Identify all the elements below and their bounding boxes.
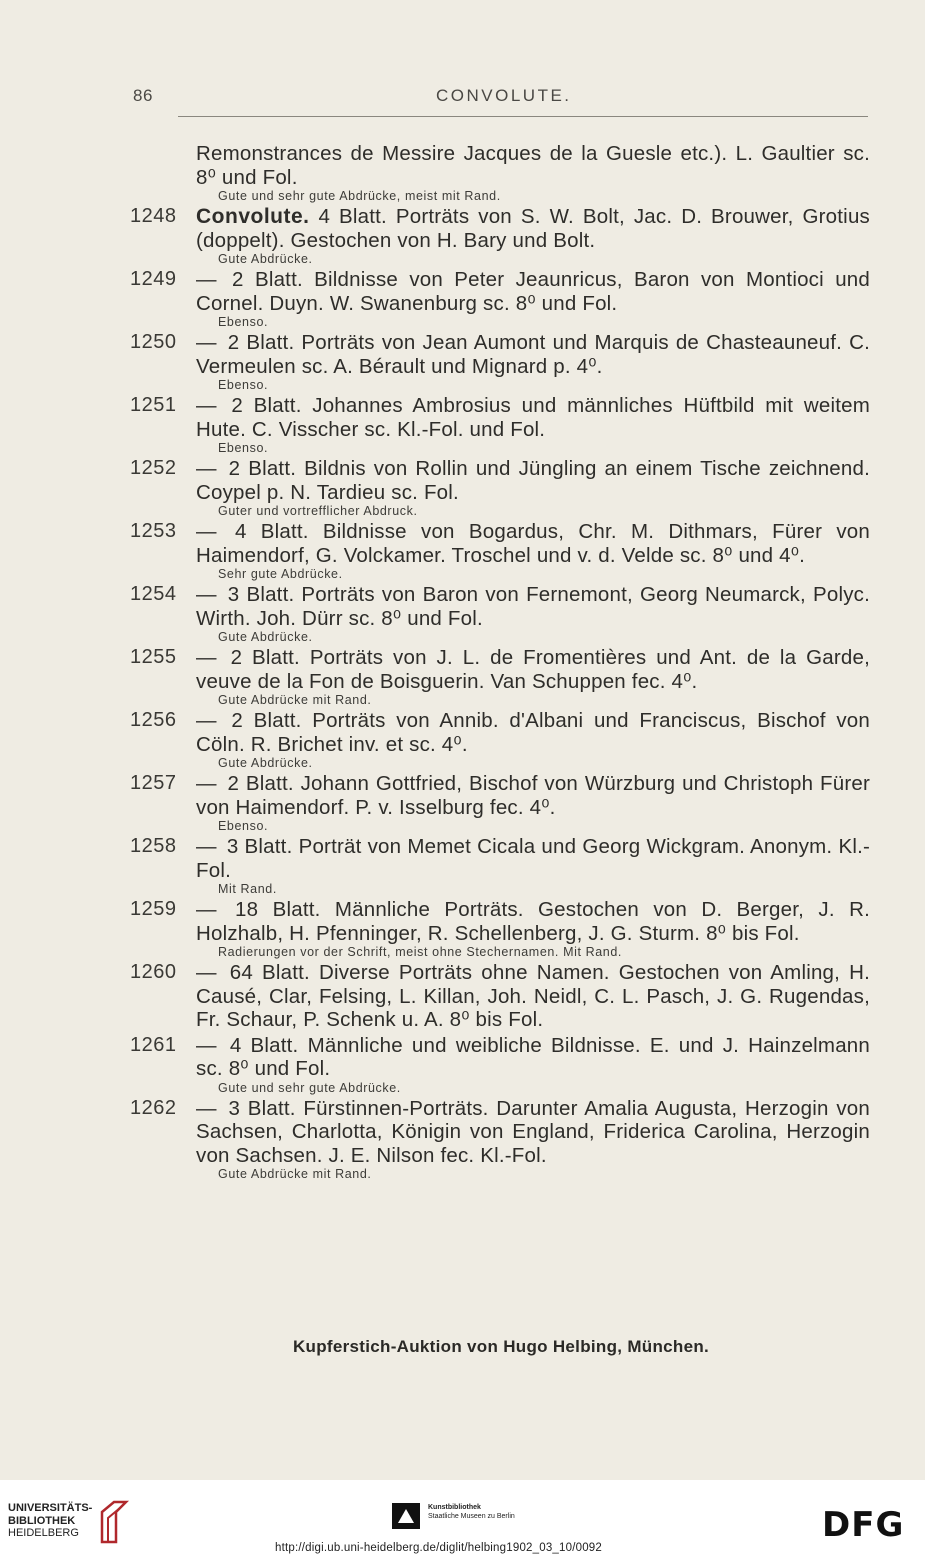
catalogue-entry: [130, 961, 870, 1032]
lot-number: 1248: [130, 205, 177, 227]
entry-body: 18 Blatt. Männliche Porträts. Gestochen von D. Berger, J. R. Holzhalb, H. Pfenninger, R. Schellenberg, J. G. Sturm. 8⁰ bis Fol.: [196, 898, 870, 945]
entry-text: [196, 646, 870, 693]
dfg-logo[interactable]: DFG: [822, 1505, 905, 1545]
entry-body: 4 Blatt. Männliche und weibliche Bildnisse. E. und J. Hainzelmann sc. 8⁰ und Fol.: [196, 1033, 870, 1080]
ditto-dash: —: [196, 583, 217, 606]
entry-text: [196, 835, 870, 882]
entry-note: Gute Abdrücke.: [218, 756, 313, 770]
ub-line1: UNIVERSITÄTS-: [8, 1502, 93, 1514]
entry-note: Gute Abdrücke mit Rand.: [218, 1167, 372, 1181]
kb-line1: Kunstbibliothek: [428, 1504, 481, 1511]
catalogue-entry: [130, 205, 870, 266]
entry-note: Sehr gute Abdrücke.: [218, 567, 343, 581]
ditto-dash: —: [196, 772, 217, 795]
lot-number: 1257: [130, 772, 177, 794]
entry-body: 4 Blatt. Bildnisse von Bogardus, Chr. M. Dithmars, Fürer von Haimendorf, G. Volckamer. Troschel und v. d. Velde sc. 8⁰ und 4⁰.: [196, 520, 870, 567]
lot-number: 1253: [130, 520, 177, 542]
ditto-dash: —: [196, 520, 217, 543]
lot-number: 1256: [130, 709, 177, 731]
entry-body: 3 Blatt. Fürstinnen-Porträts. Darunter Amalia Augusta, Herzogin von Sachsen, Charlotta, Königin von England, Friderica Carolina, Herzogin von Sachsen. J. E. Nilson fec. Kl.-Fol.: [196, 1096, 870, 1167]
entry-body: 2 Blatt. Johannes Ambrosius und männliches Hüftbild mit weitem Hute. C. Visscher sc. Kl.-Fol. und Fol.: [196, 394, 870, 441]
catalogue-entry: [130, 709, 870, 770]
entry-body: 2 Blatt. Bildnis von Rollin und Jüngling an einem Tische zeichnend. Coypel p. N. Tardieu sc. Fol.: [196, 457, 870, 504]
ditto-dash: —: [196, 457, 217, 480]
entry-note: Guter und vortrefflicher Abdruck.: [218, 504, 418, 518]
entry-body: 3 Blatt. Porträts von Baron von Fernemont, Georg Neumarck, Polyc. Wirth. Joh. Dürr sc. 8⁰ und Fol.: [196, 583, 870, 630]
catalogue-entry: [130, 394, 870, 455]
ub-line3: HEIDELBERG: [8, 1527, 79, 1539]
catalogue-entry: [130, 1034, 870, 1095]
lot-number: 1258: [130, 835, 177, 857]
ub-line2: BIBLIOTHEK: [8, 1514, 76, 1527]
entry-body: 2 Blatt. Porträts von Annib. d'Albani und Franciscus, Bischof von Cöln. R. Brichet inv. et sc. 4⁰.: [196, 709, 871, 756]
entry-body: 2 Blatt. Bildnisse von Peter Jeaunricus, Baron von Montioci und Cornel. Duyn. W. Swanenburg sc. 8⁰ und Fol.: [196, 268, 870, 315]
entry-text: [196, 772, 870, 819]
lot-number: 1260: [130, 961, 177, 983]
entry-note: Mit Rand.: [218, 882, 277, 896]
entry-note: Gute Abdrücke.: [218, 630, 313, 644]
ditto-dash: —: [196, 709, 217, 732]
lot-number: 1249: [130, 268, 177, 290]
entry-note: Ebenso.: [218, 378, 269, 392]
ditto-dash: —: [196, 1033, 217, 1057]
entry-text: [196, 205, 870, 252]
lot-number: 1261: [130, 1033, 177, 1056]
entry-note: Ebenso.: [218, 819, 269, 833]
entry-note: Gute und sehr gute Abdrücke.: [218, 1080, 401, 1095]
entry-note: Gute Abdrücke.: [218, 252, 313, 266]
entry-text: [196, 457, 870, 504]
catalogue-entries: [130, 142, 870, 1183]
entry-note: Gute Abdrücke mit Rand.: [218, 693, 372, 707]
lot-number: 1252: [130, 457, 177, 479]
ditto-dash: —: [196, 331, 217, 354]
entry-text: [196, 709, 870, 756]
entry-note: Ebenso.: [218, 441, 269, 455]
entry-text: [196, 520, 870, 567]
entry-text: [196, 268, 870, 315]
entry-note: Gute und sehr gute Abdrücke, meist mit Rand.: [218, 189, 501, 203]
entry-list: [130, 205, 870, 1181]
catalogue-entry: [130, 331, 870, 392]
catalogue-entry: [130, 583, 870, 644]
catalogue-entry: [130, 457, 870, 518]
lot-number: 1255: [130, 646, 177, 668]
permalink-url[interactable]: http://digi.ub.uni-heidelberg.de/diglit/helbing1902_03_10/0092: [275, 1542, 602, 1554]
catalogue-entry: [130, 520, 870, 581]
entry-body: 3 Blatt. Porträt von Memet Cicala und Georg Wickgram. Anonym. Kl.-Fol.: [196, 835, 870, 882]
entry-text: [196, 1034, 870, 1081]
header-rule: [178, 116, 868, 117]
entry-text: [196, 1097, 870, 1168]
lot-number: 1250: [130, 331, 177, 353]
ditto-dash: —: [196, 394, 217, 417]
ub-heidelberg-label[interactable]: [8, 1502, 92, 1540]
entry-body: 2 Blatt. Porträts von Jean Aumont und Marquis de Chasteauneuf. C. Vermeulen sc. A. Bérault und Mignard p. 4⁰.: [196, 331, 870, 378]
entry-text: [196, 961, 870, 1032]
lot-number: 1251: [130, 394, 177, 416]
ditto-dash: —: [196, 268, 217, 291]
ub-heidelberg-logo-icon[interactable]: [98, 1498, 130, 1546]
lot-number: 1259: [130, 898, 177, 920]
running-title: CONVOLUTE.: [436, 86, 572, 105]
catalogue-entry: [130, 772, 870, 833]
ditto-dash: —: [196, 961, 217, 984]
entry-text: [196, 331, 870, 378]
kb-line2: Staatliche Museen zu Berlin: [428, 1513, 515, 1520]
entry-text: [196, 898, 870, 945]
catalogue-entry: [130, 1097, 870, 1182]
ditto-dash: —: [196, 898, 217, 921]
entry-continuation: [130, 142, 870, 203]
entry-text: [196, 394, 870, 441]
lot-number: 1254: [130, 583, 177, 605]
entry-body: 2 Blatt. Johann Gottfried, Bischof von Würzburg und Christoph Fürer von Haimendorf. P. v. Isselburg fec. 4⁰.: [196, 772, 870, 819]
ditto-dash: —: [196, 1096, 217, 1120]
entry-text: Remonstrances de Messire Jacques de la Guesle etc.). L. Gaultier sc. 8⁰ und Fol.: [196, 142, 870, 189]
kunstbibliothek-label: [428, 1503, 515, 1521]
catalogue-entry: [130, 835, 870, 896]
lot-number: 1262: [130, 1096, 177, 1119]
catalogue-entry: [130, 268, 870, 329]
catalogue-entry: [130, 646, 870, 707]
entry-note: Ebenso.: [218, 315, 269, 329]
entry-body: 2 Blatt. Porträts von J. L. de Fromentières und Ant. de la Garde, veuve de la Fon de Boisguerin. Van Schuppen fec. 4⁰.: [196, 646, 870, 693]
kunstbibliothek-logo-icon[interactable]: [392, 1503, 420, 1529]
entry-text: [196, 583, 870, 630]
ditto-dash: —: [196, 646, 217, 669]
catalogue-entry: [130, 898, 870, 959]
entry-heading: Convolute.: [196, 205, 310, 228]
entry-body: 4 Blatt. Porträts von S. W. Bolt, Jac. D. Brouwer, Grotius (doppelt). Gestochen von H. Bary und Bolt.: [196, 205, 870, 252]
entry-note: Radierungen vor der Schrift, meist ohne Stechernamen. Mit Rand.: [218, 945, 622, 959]
ditto-dash: —: [196, 835, 217, 858]
entry-body: 64 Blatt. Diverse Porträts ohne Namen. Gestochen von Amling, H. Causé, Clar, Felsing, L. Killan, Joh. Neidl, C. L. Pasch, J. G. Rugendas, Fr. Schaur, P. Schenk u. A. 8⁰ bis Fol.: [196, 961, 870, 1031]
footer-imprint: Kupferstich-Auktion von Hugo Helbing, München.: [292, 1337, 710, 1356]
page-number: 86: [133, 86, 153, 105]
